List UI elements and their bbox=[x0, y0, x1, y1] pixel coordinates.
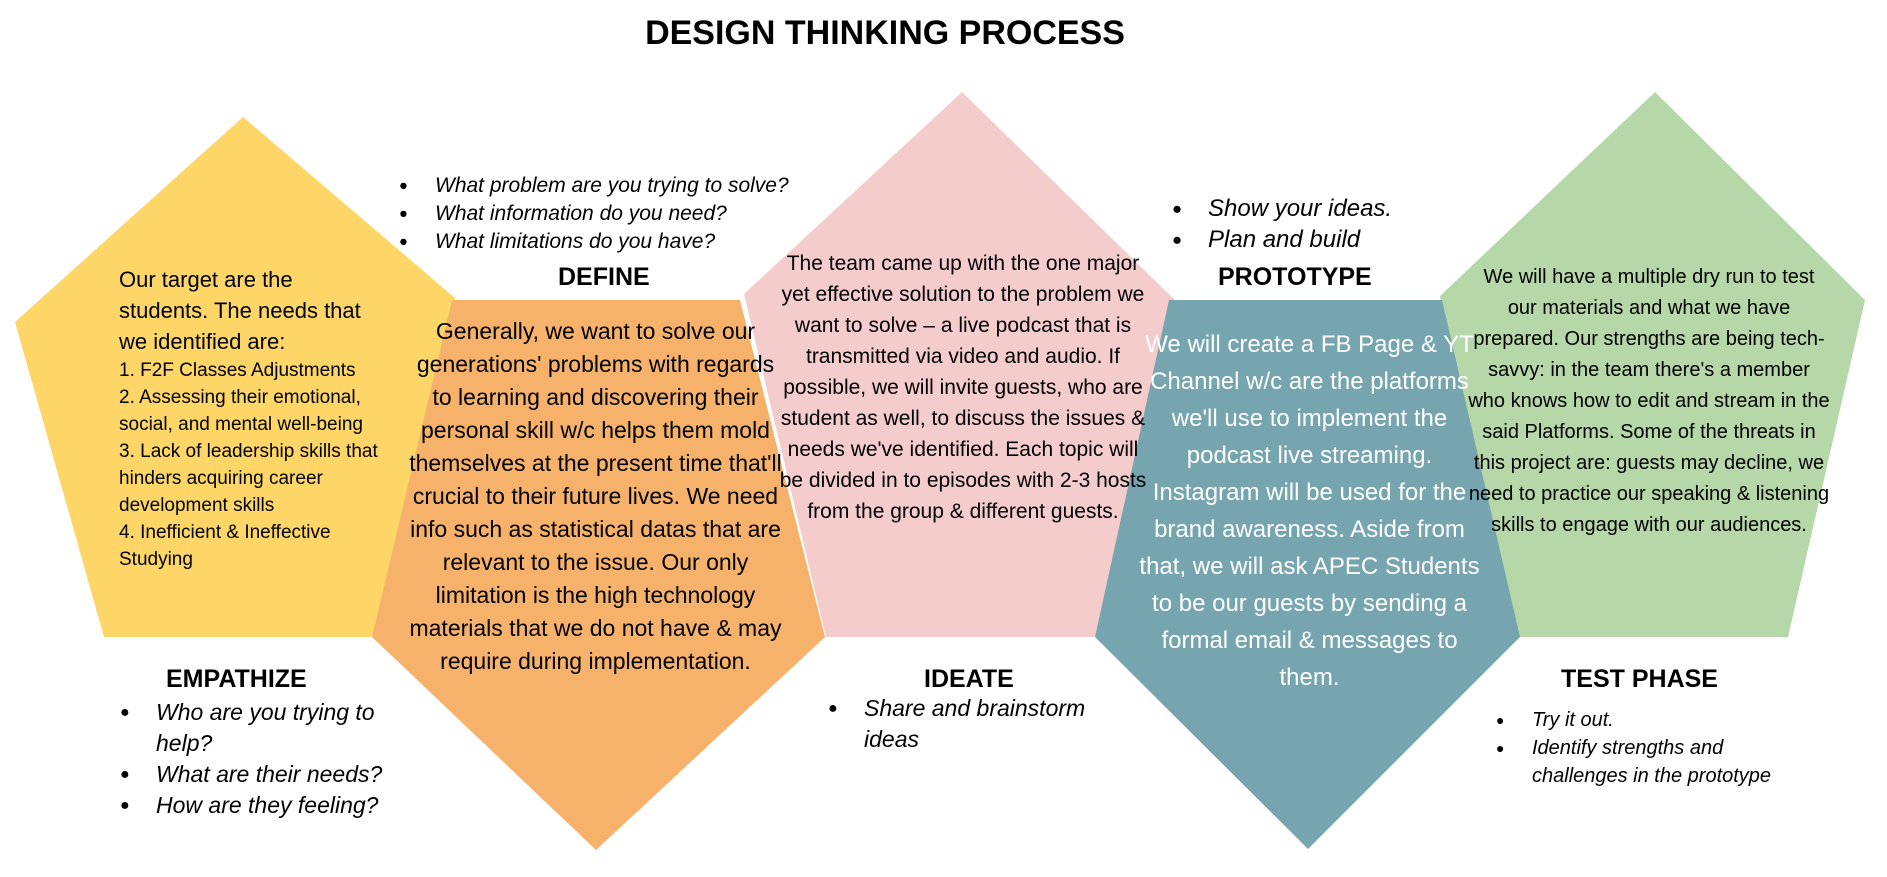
list-item: 3. Lack of leadership skills that hinders acquiring career development skills bbox=[119, 441, 378, 516]
list-item: ● What are their needs? bbox=[118, 759, 388, 790]
test-text: We will have a multiple dry run to test our materials and what we have prepared. Our strengths are being tech-savvy: in the team there's a member who knows how to edit and stream in the said Platforms. Some of the threats in this project are: guests may decline, we need to practice our speaking & listening skills to engage with our audiences. bbox=[1468, 266, 1830, 536]
list-item: ● Plan and build bbox=[1170, 224, 1392, 255]
ideate-label: IDEATE bbox=[924, 665, 1014, 693]
page-title: DESIGN THINKING PROCESS bbox=[645, 14, 1125, 52]
list-item: 4. Inefficient & Ineffective Studying bbox=[119, 522, 331, 570]
list-item: 2. Assessing their emotional, social, and mental well-being bbox=[119, 387, 363, 435]
list-item: ● Share and brainstorm ideas bbox=[826, 693, 1126, 755]
list-item: ● Show your ideas. bbox=[1170, 193, 1392, 224]
prototype-label: PROTOTYPE bbox=[1218, 263, 1372, 291]
ideate-text: The team came up with the one major yet effective solution to the problem we want to solve – a live podcast that is transmitted via video and audio. If possible, we will invite guests, who are student as well, to discuss the issues & needs we've identified. Each topic will be divided in to episodes with 2-3 hosts from the group & different guests. bbox=[779, 252, 1147, 523]
prototype-questions bbox=[1170, 193, 1392, 255]
list-item: ● Identify strengths and challenges in the prototype bbox=[1494, 734, 1804, 790]
ideate-questions bbox=[826, 693, 1126, 755]
list-item: ● How are they feeling? bbox=[118, 790, 388, 821]
list-item: 1. F2F Classes Adjustments bbox=[119, 360, 356, 381]
empathize-text bbox=[119, 264, 384, 573]
test-label: TEST PHASE bbox=[1561, 665, 1718, 693]
test-questions bbox=[1494, 706, 1804, 790]
prototype-text: We will create a FB Page & YT Channel w/c are the platforms we'll use to implement the podcast live streaming. Instagram will be used for the brand awareness. Aside from that, we will ask APEC Students to be our guests by sending a formal email & messages to them. bbox=[1139, 331, 1480, 691]
define-questions bbox=[397, 172, 789, 256]
empathize-label: EMPATHIZE bbox=[166, 665, 307, 693]
empathize-questions bbox=[118, 697, 388, 821]
define-label: DEFINE bbox=[558, 263, 650, 291]
list-item: ● What information do you need? bbox=[397, 200, 789, 228]
define-text: Generally, we want to solve our generations' problems with regards to learning and discovering their personal skill w/c helps them mold themselves at the present time that'll crucial to their future lives. We need info such as statistical datas that are relevant to the issue. Our only limitation is the high technology materials that we do not have & may require during implementation. bbox=[409, 318, 782, 674]
list-item: ● Try it out. bbox=[1494, 706, 1804, 734]
list-item: ● What problem are you trying to solve? bbox=[397, 172, 789, 200]
list-item: ● What limitations do you have? bbox=[397, 228, 789, 256]
empathize-intro: Our target are the students. The needs that we identified are: bbox=[119, 267, 361, 354]
list-item: ● Who are you trying to help? bbox=[118, 697, 388, 759]
